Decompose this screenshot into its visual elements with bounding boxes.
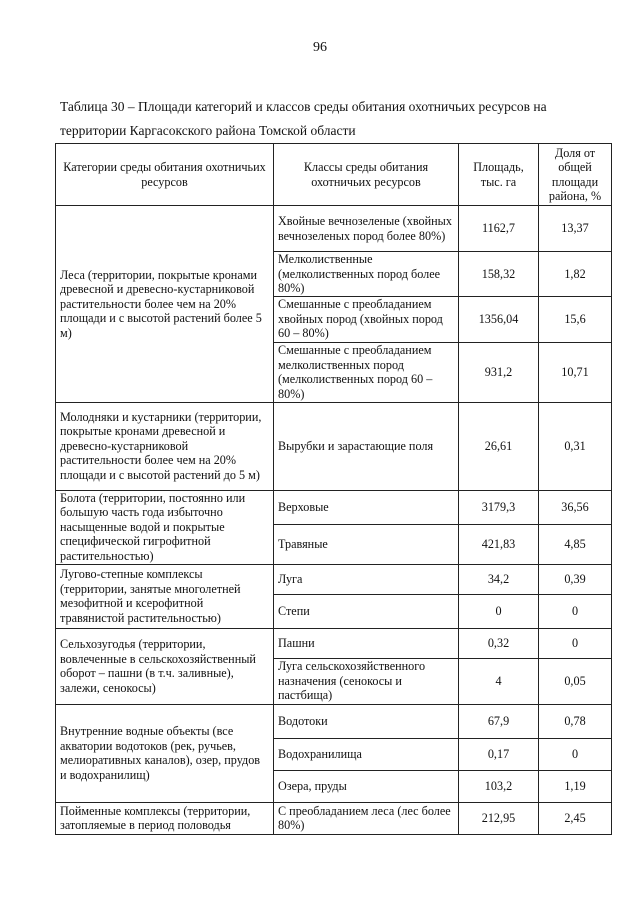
class-cell: Хвойные вечнозеленые (хвойных вечнозеленых пород более 80%) bbox=[274, 206, 459, 252]
class-cell: Смешанные с преобладанием мелколиственных пород (мелколиственных пород 60 – 80%) bbox=[274, 342, 459, 402]
area-cell: 421,83 bbox=[459, 524, 539, 564]
header-category: Категории среды обитания охотничьих ресурсов bbox=[56, 144, 274, 206]
area-cell: 4 bbox=[459, 658, 539, 704]
share-cell: 4,85 bbox=[539, 524, 612, 564]
category-cell: Болота (территории, постоянно или большую часть года избыточно насыщенные водой и покрытые специфической гигрофитной растительностью) bbox=[56, 490, 274, 564]
table-row bbox=[56, 402, 612, 490]
header-area: Площадь, тыс. га bbox=[459, 144, 539, 206]
class-cell: Пашни bbox=[274, 628, 459, 658]
share-cell: 15,6 bbox=[539, 296, 612, 342]
class-cell: Смешанные с преобладанием хвойных пород (хвойных пород 60 – 80%) bbox=[274, 296, 459, 342]
category-cell: Молодняки и кустарники (территории, покрытые кронами древесной и древесно-кустарниковой растительности более чем на 20% площади и с высотой растений до 5 м) bbox=[56, 402, 274, 490]
area-cell: 26,61 bbox=[459, 402, 539, 490]
header-row bbox=[56, 144, 612, 206]
share-cell: 0 bbox=[539, 738, 612, 770]
category-cell: Сельхозугодья (территории, вовлеченные в сельскохозяйственный оборот – пашни (в т.ч. заливные), залежи, сенокосы) bbox=[56, 628, 274, 704]
area-cell: 212,95 bbox=[459, 802, 539, 834]
area-cell: 0 bbox=[459, 594, 539, 628]
header-share: Доля от общей площади района, % bbox=[539, 144, 612, 206]
class-cell: Мелколиственные (мелколиственных пород более 80%) bbox=[274, 252, 459, 297]
share-cell: 36,56 bbox=[539, 490, 612, 524]
area-cell: 103,2 bbox=[459, 770, 539, 802]
share-cell: 0,39 bbox=[539, 564, 612, 594]
share-cell: 0,78 bbox=[539, 704, 612, 738]
share-cell: 0 bbox=[539, 628, 612, 658]
share-cell: 2,45 bbox=[539, 802, 612, 834]
share-cell: 1,82 bbox=[539, 252, 612, 297]
area-cell: 3179,3 bbox=[459, 490, 539, 524]
share-cell: 0,05 bbox=[539, 658, 612, 704]
habitat-table bbox=[55, 143, 612, 835]
class-cell: Водохранилища bbox=[274, 738, 459, 770]
area-cell: 0,17 bbox=[459, 738, 539, 770]
share-cell: 10,71 bbox=[539, 342, 612, 402]
table-row bbox=[56, 628, 612, 658]
area-cell: 931,2 bbox=[459, 342, 539, 402]
table-row bbox=[56, 802, 612, 834]
area-cell: 67,9 bbox=[459, 704, 539, 738]
category-cell: Внутренние водные объекты (все акватории водотоков (рек, ручьев, мелиоративных каналов), озер, прудов и водохранилищ) bbox=[56, 704, 274, 802]
class-cell: Вырубки и зарастающие поля bbox=[274, 402, 459, 490]
area-cell: 0,32 bbox=[459, 628, 539, 658]
table-row bbox=[56, 704, 612, 738]
class-cell: С преобладанием леса (лес более 80%) bbox=[274, 802, 459, 834]
class-cell: Озера, пруды bbox=[274, 770, 459, 802]
class-cell: Водотоки bbox=[274, 704, 459, 738]
table-caption: Таблица 30 – Площади категорий и классов среды обитания охотничьих ресурсов на территории Каргасокского района Томской области bbox=[60, 99, 547, 138]
table-row bbox=[56, 490, 612, 524]
class-cell: Верховые bbox=[274, 490, 459, 524]
table-row bbox=[56, 206, 612, 252]
class-cell: Луга сельскохозяйственного назначения (сенокосы и пастбища) bbox=[274, 658, 459, 704]
share-cell: 0 bbox=[539, 594, 612, 628]
share-cell: 0,31 bbox=[539, 402, 612, 490]
page-number: 96 bbox=[313, 40, 327, 55]
area-cell: 34,2 bbox=[459, 564, 539, 594]
area-cell: 158,32 bbox=[459, 252, 539, 297]
area-cell: 1162,7 bbox=[459, 206, 539, 252]
category-cell: Лугово-степные комплексы (территории, занятые многолетней мезофитной и ксерофитной травянистой растительностью) bbox=[56, 564, 274, 628]
share-cell: 13,37 bbox=[539, 206, 612, 252]
class-cell: Травяные bbox=[274, 524, 459, 564]
category-cell: Леса (территории, покрытые кронами древесной и древесно-кустарниковой растительности более чем на 20% площади и с высотой растений более 5 м) bbox=[56, 206, 274, 403]
class-cell: Степи bbox=[274, 594, 459, 628]
category-cell: Пойменные комплексы (территории, затопляемые в период половодья bbox=[56, 802, 274, 834]
class-cell: Луга bbox=[274, 564, 459, 594]
table-row bbox=[56, 564, 612, 594]
header-class: Классы среды обитания охотничьих ресурсов bbox=[274, 144, 459, 206]
area-cell: 1356,04 bbox=[459, 296, 539, 342]
share-cell: 1,19 bbox=[539, 770, 612, 802]
